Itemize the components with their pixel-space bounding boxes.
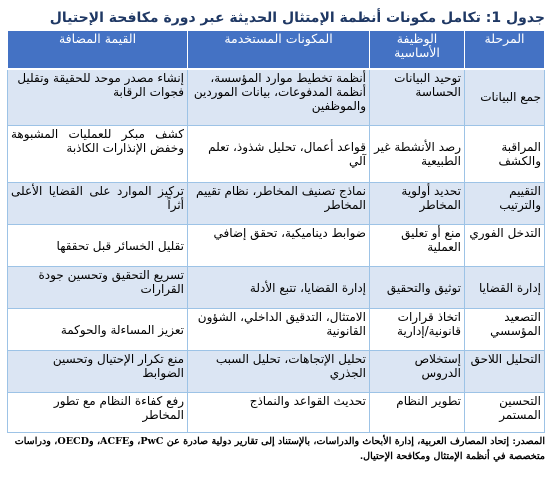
cell-components: قواعد أعمال، تحليل شذوذ، تعلم آلي [188,126,370,183]
cell-value: منع تكرار الإحتيال وتحسين الضوابط [8,351,188,393]
cell-stage: إدارة القضايا [465,267,545,309]
cell-components: نماذج تصنيف المخاطر، نظام تقييم المخاطر [188,183,370,225]
cell-stage: التدخل الفوري [465,225,545,267]
table-row [8,351,545,393]
compliance-components-table [7,30,545,433]
cell-function: تطوير النظام [370,393,465,433]
table-row [8,393,545,433]
cell-function: تحديد أولوية المخاطر [370,183,465,225]
cell-stage: التحليل اللاحق [465,351,545,393]
cell-components: أنظمة تخطيط موارد المؤسسة، أنظمة المدفوعات، بيانات الموردين والموظفين [188,69,370,126]
table-row [8,267,545,309]
cell-stage: التصعيد المؤسسي [465,309,545,351]
cell-value: رفع كفاءة النظام مع تطور المخاطر [8,393,188,433]
header-added-value: القيمة المضافة [8,31,188,69]
cell-function: رصد الأنشطة غير الطبيعية [370,126,465,183]
header-stage: المرحلة [465,31,545,69]
table-caption: جدول 1: تكامل مكونات أنظمة الإمتثال الحديثة عبر دورة مكافحة الإحتيال [49,10,545,26]
cell-components: إدارة القضايا، تتبع الأدلة [188,267,370,309]
cell-value: تقليل الخسائر قبل تحققها [8,225,188,267]
cell-function: منع أو تعليق العملية [370,225,465,267]
cell-function: توثيق والتحقيق [370,267,465,309]
table-row [8,309,545,351]
header-components-used: المكونات المستخدمة [188,31,370,69]
table-row [8,69,545,126]
cell-stage: التقييم والترتيب [465,183,545,225]
header-core-function: الوظيفة الأساسية [370,31,465,69]
cell-components: ضوابط ديناميكية، تحقق إضافي [188,225,370,267]
cell-function: اتخاذ قرارات قانونية/إدارية [370,309,465,351]
table-row [8,126,545,183]
cell-value: إنشاء مصدر موحد للحقيقة وتقليل فجوات الرقابة [8,69,188,126]
cell-stage: المراقبة والكشف [465,126,545,183]
cell-stage: جمع البيانات [465,69,545,126]
table-row [8,183,545,225]
cell-value: تسريع التحقيق وتحسين جودة القرارات [8,267,188,309]
cell-value: كشف مبكر للعمليات المشبوهة وخفض الإنذارات الكاذبة [8,126,188,183]
cell-components: تحديث القواعد والنماذج [188,393,370,433]
cell-value: تركيز الموارد على القضايا الأعلى أثراً [8,183,188,225]
cell-stage: التحسين المستمر [465,393,545,433]
table-row [8,225,545,267]
cell-function: توحيد البيانات الحساسة [370,69,465,126]
cell-function: إستخلاص الدروس [370,351,465,393]
cell-components: تحليل الإتجاهات، تحليل السبب الجذري [188,351,370,393]
table-header-row [8,31,545,69]
cell-components: الامتثال، التدقيق الداخلي، الشؤون القانونية [188,309,370,351]
cell-value: تعزيز المساءلة والحوكمة [8,309,188,351]
source-note: المصدر: إتحاد المصارف العربية، إدارة الأبحاث والدراسات، بالإستناد إلى تقارير دولية صادرة عن PwC، وACFE، وOECD، ودراسات متخصصة في أنظمة الإمتثال ومكافحة الإحتيال. [14,436,545,462]
